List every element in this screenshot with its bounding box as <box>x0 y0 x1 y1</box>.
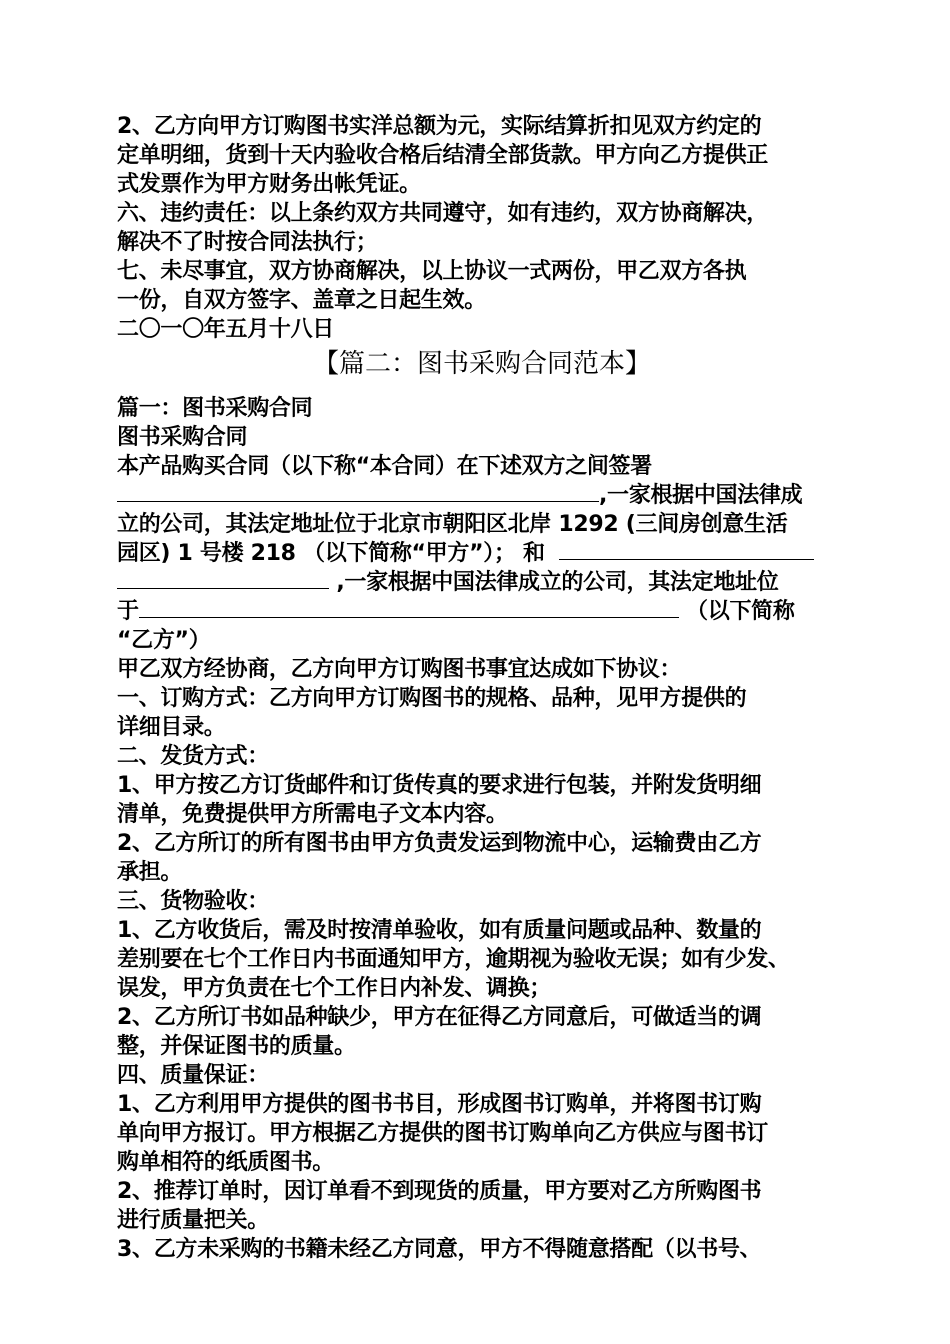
text-line: 差别要在七个工作日内书面通知甲方，逾期视为验收无误；如有少发、 <box>117 947 790 972</box>
contract-document <box>117 112 847 1264</box>
text-line: 单向甲方报订。甲方根据乙方提供的图书订购单向乙方供应与图书订 <box>117 1121 769 1146</box>
party-a-address: 立的公司，其法定地址位于北京市朝阳区北岸 1292 (三间房创意生活 <box>117 512 788 537</box>
text-span: ,一家根据中国法律成 <box>599 483 803 508</box>
text-line: 篇一：图书采购合同 <box>117 396 313 421</box>
text-line: 七、未尽事宜，双方协商解决，以上协议一式两份，甲乙双方各执 <box>117 259 747 284</box>
text-span: 园区) 1 号楼 218 （以下简称“甲方”）； 和 <box>117 541 545 566</box>
contract-date: 二〇一〇年五月十八日 <box>117 317 335 342</box>
party-a-line <box>117 539 847 568</box>
text-line: 甲乙双方经协商，乙方向甲方订购图书事宜达成如下协议： <box>117 657 682 682</box>
section-heading: 【篇二：图书采购合同范本】 <box>312 349 651 379</box>
text-line: 六、违约责任：以上条约双方共同遵守，如有违约，双方协商解决， <box>117 201 769 226</box>
party-b-address-blank <box>139 599 679 618</box>
text-line: 2、乙方向甲方订购图书实洋总额为元，实际结算折扣见双方约定的 <box>117 114 762 139</box>
party-b-name-blank <box>559 541 814 560</box>
party-b-address-line <box>117 597 847 626</box>
text-line: 解决不了时按合同法执行； <box>117 230 378 255</box>
text-line: 进行质量把关。 <box>117 1208 269 1233</box>
party-b-name-blank-cont <box>117 570 329 589</box>
text-line: 误发，甲方负责在七个工作日内补发、调换； <box>117 976 552 1001</box>
text-span: ,一家根据中国法律成立的公司，其法定地址位 <box>329 570 779 595</box>
text-line: 三、货物验收： <box>117 889 269 914</box>
text-line: 式发票作为甲方财务出帐凭证。 <box>117 172 421 197</box>
text-line: 2、乙方所订书如品种缺少，甲方在征得乙方同意后，可做适当的调 <box>117 1005 762 1030</box>
text-line: 本产品购买合同（以下称“本合同）在下述双方之间签署 <box>117 454 652 479</box>
text-line: 2、推荐订单时，因订单看不到现货的质量，甲方要对乙方所购图书 <box>117 1179 762 1204</box>
party-a-line <box>117 481 847 510</box>
text-line: 一、订购方式：乙方向甲方订购图书的规格、品种，见甲方提供的 <box>117 686 747 711</box>
text-line: 详细目录。 <box>117 715 226 740</box>
contract-part-two <box>117 394 847 1264</box>
text-line: “乙方”） <box>117 628 211 653</box>
text-line: 1、甲方按乙方订货邮件和订货传真的要求进行包装，并附发货明细 <box>117 773 762 798</box>
text-line: 购单相符的纸质图书。 <box>117 1150 335 1175</box>
text-line: 四、质量保证： <box>117 1063 269 1088</box>
text-line: 整，并保证图书的质量。 <box>117 1034 356 1059</box>
party-b-line <box>117 568 847 597</box>
text-span: 于 <box>117 599 139 624</box>
text-span: （以下简称 <box>678 599 795 624</box>
text-line: 1、乙方利用甲方提供的图书书目，形成图书订购单，并将图书订购 <box>117 1092 762 1117</box>
party-a-name-blank <box>117 483 599 502</box>
text-line: 二、发货方式： <box>117 744 269 769</box>
text-line: 2、乙方所订的所有图书由甲方负责发运到物流中心，运输费由乙方 <box>117 831 762 856</box>
text-line: 3、乙方未采购的书籍未经乙方同意，甲方不得随意搭配（以书号、 <box>117 1237 762 1262</box>
text-line: 一份，自双方签字、盖章之日起生效。 <box>117 288 486 313</box>
contract-part-one <box>117 112 847 344</box>
text-line: 1、乙方收货后，需及时按清单验收，如有质量问题或品种、数量的 <box>117 918 762 943</box>
contract-title: 图书采购合同 <box>117 425 248 450</box>
text-line: 清单，免费提供甲方所需电子文本内容。 <box>117 802 508 827</box>
text-line: 承担。 <box>117 860 183 885</box>
text-line: 定单明细，货到十天内验收合格后结清全部货款。甲方向乙方提供正 <box>117 143 769 168</box>
